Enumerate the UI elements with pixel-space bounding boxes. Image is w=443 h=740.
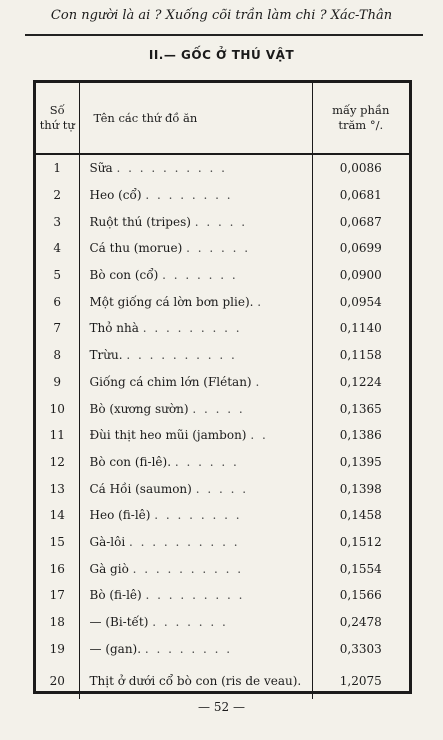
row-number: 18: [36, 609, 79, 636]
table-header-row: [36, 83, 409, 154]
percent-value: 0,3303: [339, 641, 382, 656]
row-number: 15: [36, 529, 79, 556]
percent-value: 0,0699: [339, 241, 382, 256]
percent-value: 0,0681: [339, 188, 382, 203]
column-header-number: [36, 83, 79, 154]
header-rule: [25, 34, 423, 36]
column-header-percent-line2: trăm °/.: [338, 118, 384, 132]
food-name-cell: [79, 342, 312, 369]
food-name: — (gan).: [89, 641, 142, 656]
percent-value: 0,1566: [339, 588, 382, 603]
page-number: — 52 —: [198, 700, 245, 714]
food-name-cell: [79, 262, 312, 289]
leader-dots: .: [257, 294, 264, 309]
leader-dots: . . . . .: [192, 401, 245, 416]
section-title: II.— GỐC Ở THÚ VẬT: [148, 48, 295, 62]
table-row: [36, 555, 409, 582]
row-number: 6: [36, 288, 79, 315]
percent-value: 0,0687: [339, 214, 382, 229]
table-row: [36, 529, 409, 556]
food-name-cell: [79, 315, 312, 342]
table-row: [36, 635, 409, 662]
table-row: [36, 288, 409, 315]
row-number: 5: [36, 262, 79, 289]
leader-dots: . . . . . . . . . .: [126, 348, 237, 363]
food-name-cell: [79, 235, 312, 262]
food-name: Heo (cổ): [89, 188, 142, 203]
row-number: 12: [36, 449, 79, 476]
food-name-cell: [79, 662, 312, 699]
food-name: Thỏ nhà: [89, 321, 139, 336]
percent-value: 0,0900: [339, 268, 382, 283]
food-name-cell: [79, 582, 312, 609]
leader-dots: .: [255, 374, 262, 389]
percent-value: 0,1158: [339, 348, 382, 363]
percent-value: 0,0954: [339, 294, 382, 309]
table-row: [36, 502, 409, 529]
percent-value: 0,1224: [339, 374, 382, 389]
table-row: [36, 422, 409, 449]
food-name: Một giống cá lờn bơn plie).: [89, 294, 254, 309]
percent-value: 0,1398: [339, 481, 382, 496]
food-table: [33, 80, 412, 694]
table-row: [36, 582, 409, 609]
food-name: Bò (xương sườn): [89, 401, 189, 416]
food-name: Cá Hồi (saumon): [89, 481, 192, 496]
food-name: Bò con (cổ): [89, 268, 159, 283]
row-number: 7: [36, 315, 79, 342]
food-name: Giống cá chim lớn (Flétan): [89, 374, 252, 389]
food-name: Gà giò: [89, 561, 129, 576]
leader-dots: . . . . .: [194, 214, 248, 229]
table-row: [36, 662, 409, 699]
row-number: 13: [36, 475, 79, 502]
food-name: — (Bi-tết): [89, 615, 149, 630]
column-header-number-line2: thứ tự: [39, 118, 75, 132]
column-header-percent: [312, 83, 409, 154]
food-name-cell: [79, 422, 312, 449]
row-number: 17: [36, 582, 79, 609]
column-header-number-line1: Số: [49, 103, 65, 117]
leader-dots: . . . . . . . . . .: [132, 561, 244, 576]
table-row: [36, 342, 409, 369]
column-header-percent-line1: mấy phần: [332, 103, 390, 117]
percent-value: 0,1140: [339, 321, 382, 336]
leader-dots: . . . . . . . .: [154, 508, 242, 523]
percent-value: 0,1365: [339, 401, 382, 416]
percent-value: 0,1512: [339, 534, 382, 549]
food-name: Gà-lôi: [89, 534, 126, 549]
food-name: Heo (fi-lê): [89, 508, 151, 523]
food-name-cell: [79, 529, 312, 556]
leader-dots: . . . . . .: [174, 454, 239, 469]
food-name-cell: [79, 475, 312, 502]
percent-value: 0,1458: [339, 508, 382, 523]
row-number: 1: [36, 154, 79, 182]
food-name: Trừu.: [89, 348, 123, 363]
table-row: [36, 609, 409, 636]
percent-value: 0,1386: [339, 428, 382, 443]
food-name-cell: [79, 369, 312, 396]
food-name: Bò con (fi-lê).: [89, 454, 172, 469]
food-name: Cá thu (morue): [89, 241, 183, 256]
leader-dots: . . . . . . . .: [145, 188, 233, 203]
leader-dots: . . . . .: [195, 481, 249, 496]
table-row: [36, 395, 409, 422]
leader-dots: . .: [250, 428, 268, 443]
table-row: [36, 369, 409, 396]
leader-dots: . . . . . . . . .: [142, 321, 242, 336]
percent-value: 0,1395: [339, 454, 382, 469]
table-row: [36, 449, 409, 476]
row-number: 9: [36, 369, 79, 396]
row-number: 19: [36, 635, 79, 662]
food-name-cell: [79, 154, 312, 182]
leader-dots: . . . . . .: [186, 241, 251, 256]
row-number: 10: [36, 395, 79, 422]
row-number: 2: [36, 182, 79, 209]
food-name: Bò (fi-lê): [89, 588, 142, 603]
food-name-cell: [79, 395, 312, 422]
leader-dots: . . . . . . .: [152, 615, 228, 630]
food-name: Đùi thịt heo mũi (jambon): [89, 428, 247, 443]
row-number: 11: [36, 422, 79, 449]
table-row: [36, 182, 409, 209]
leader-dots: . . . . . . . .: [144, 641, 233, 656]
food-name: Ruột thú (tripes): [89, 214, 191, 229]
table-body: [36, 154, 409, 699]
row-number: 14: [36, 502, 79, 529]
food-name-cell: [79, 635, 312, 662]
percent-value: 0,1554: [339, 561, 382, 576]
food-name: Thịt ở dưới cổ bò con (ris de veau).: [89, 673, 302, 688]
running-header: Con người là ai ? Xuống cõi trần làm chi ? Xác-Thân: [50, 8, 393, 23]
table-row: [36, 315, 409, 342]
leader-dots: . . . . . . . . . .: [116, 161, 227, 176]
column-header-food-name: Tên các thứ đồ ăn: [79, 83, 312, 154]
food-name-cell: [79, 609, 312, 636]
food-name-cell: [79, 182, 312, 209]
row-number: 20: [36, 662, 79, 699]
food-name-cell: [79, 208, 312, 235]
food-name-cell: [79, 288, 312, 315]
table-row: [36, 154, 409, 182]
percent-value: 0,0086: [339, 161, 382, 176]
row-number: 8: [36, 342, 79, 369]
row-number: 4: [36, 235, 79, 262]
table-row: [36, 235, 409, 262]
food-name-cell: [79, 502, 312, 529]
leader-dots: . . . . . . . . . .: [129, 534, 240, 549]
table-row: [36, 475, 409, 502]
food-name: Sữa: [89, 161, 113, 176]
percent-value: 0,2478: [339, 615, 382, 630]
food-name-cell: [79, 555, 312, 582]
table-row: [36, 262, 409, 289]
leader-dots: . . . . . . .: [162, 268, 238, 283]
leader-dots: . . . . . . . . .: [145, 588, 245, 603]
table-row: [36, 208, 409, 235]
food-name-cell: [79, 449, 312, 476]
row-number: 3: [36, 208, 79, 235]
percent-value: 1,2075: [339, 673, 382, 688]
food-table-grid: [36, 83, 409, 699]
row-number: 16: [36, 555, 79, 582]
